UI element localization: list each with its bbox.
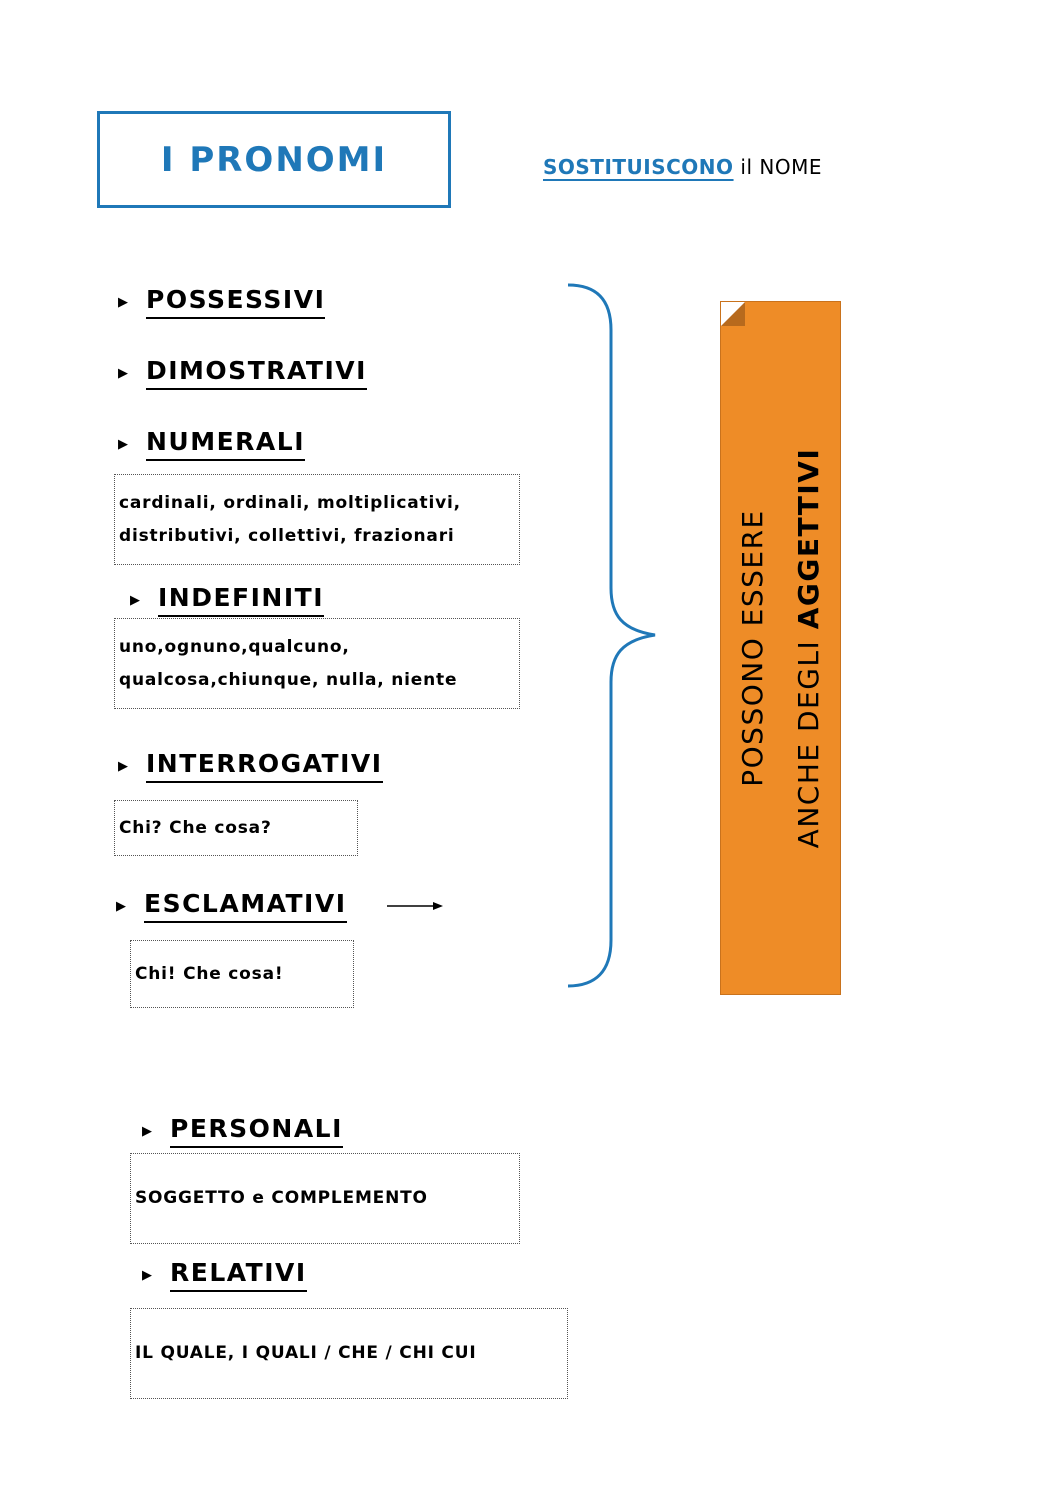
note-line: qualcosa,chiunque, nulla, niente bbox=[119, 669, 458, 690]
category-label: PERSONALI bbox=[170, 1115, 343, 1148]
note-line: uno,ognuno,qualcuno, bbox=[119, 636, 350, 657]
category-esclamativi bbox=[116, 890, 347, 923]
note-line: distributivi, collettivi, frazionari bbox=[119, 525, 455, 546]
curly-brace-icon bbox=[560, 280, 670, 992]
note-line: Chi! Che cosa! bbox=[135, 963, 284, 984]
triangle-right-icon: ▶ bbox=[118, 758, 128, 774]
note-line: SOGGETTO e COMPLEMENTO bbox=[135, 1188, 428, 1208]
note-relativi bbox=[130, 1308, 568, 1399]
adjectives-banner bbox=[720, 301, 841, 995]
note-esclamativi bbox=[130, 940, 354, 1008]
category-interrogativi bbox=[118, 750, 383, 783]
note-numerali bbox=[114, 474, 520, 565]
category-personali bbox=[142, 1115, 343, 1148]
triangle-right-icon: ▶ bbox=[142, 1123, 152, 1139]
banner-text bbox=[725, 448, 837, 849]
folded-corner bbox=[721, 302, 745, 326]
note-line: IL QUALE, I QUALI / CHE / CHI CUI bbox=[135, 1343, 477, 1363]
triangle-right-icon: ▶ bbox=[118, 365, 128, 381]
category-label: POSSESSIVI bbox=[146, 286, 325, 319]
banner-line-2 bbox=[781, 448, 837, 849]
arrow-right-icon bbox=[385, 896, 447, 916]
note-interrogativi bbox=[114, 800, 358, 856]
banner-line-2-bold: AGGETTIVI bbox=[791, 447, 825, 630]
banner-line-1: POSSONO ESSERE bbox=[735, 509, 769, 787]
subtitle-verb: SOSTITUISCONO bbox=[543, 155, 734, 179]
note-line: Chi? Che cosa? bbox=[119, 817, 272, 838]
category-indefiniti bbox=[130, 584, 324, 617]
note-indefiniti bbox=[114, 618, 520, 709]
subtitle bbox=[543, 155, 822, 179]
category-numerali bbox=[118, 428, 305, 461]
category-label: RELATIVI bbox=[170, 1259, 307, 1292]
category-label: DIMOSTRATIVI bbox=[146, 357, 367, 390]
note-line: cardinali, ordinali, moltiplicativi, bbox=[119, 492, 461, 513]
category-possessivi bbox=[118, 286, 325, 319]
triangle-right-icon: ▶ bbox=[142, 1267, 152, 1283]
note-personali bbox=[130, 1153, 520, 1244]
category-label: ESCLAMATIVI bbox=[144, 890, 347, 923]
page-title: I PRONOMI bbox=[160, 139, 388, 180]
category-label: NUMERALI bbox=[146, 428, 305, 461]
title-box bbox=[97, 111, 451, 208]
category-label: INTERROGATIVI bbox=[146, 750, 383, 783]
subtitle-rest: il NOME bbox=[733, 155, 822, 179]
category-dimostrativi bbox=[118, 357, 367, 390]
triangle-right-icon: ▶ bbox=[116, 898, 126, 914]
triangle-right-icon: ▶ bbox=[130, 592, 140, 608]
category-label: INDEFINITI bbox=[158, 584, 324, 617]
triangle-right-icon: ▶ bbox=[118, 294, 128, 310]
triangle-right-icon: ▶ bbox=[118, 436, 128, 452]
category-relativi bbox=[142, 1259, 307, 1292]
banner-line-2-plain: ANCHE DEGLI bbox=[791, 629, 825, 849]
